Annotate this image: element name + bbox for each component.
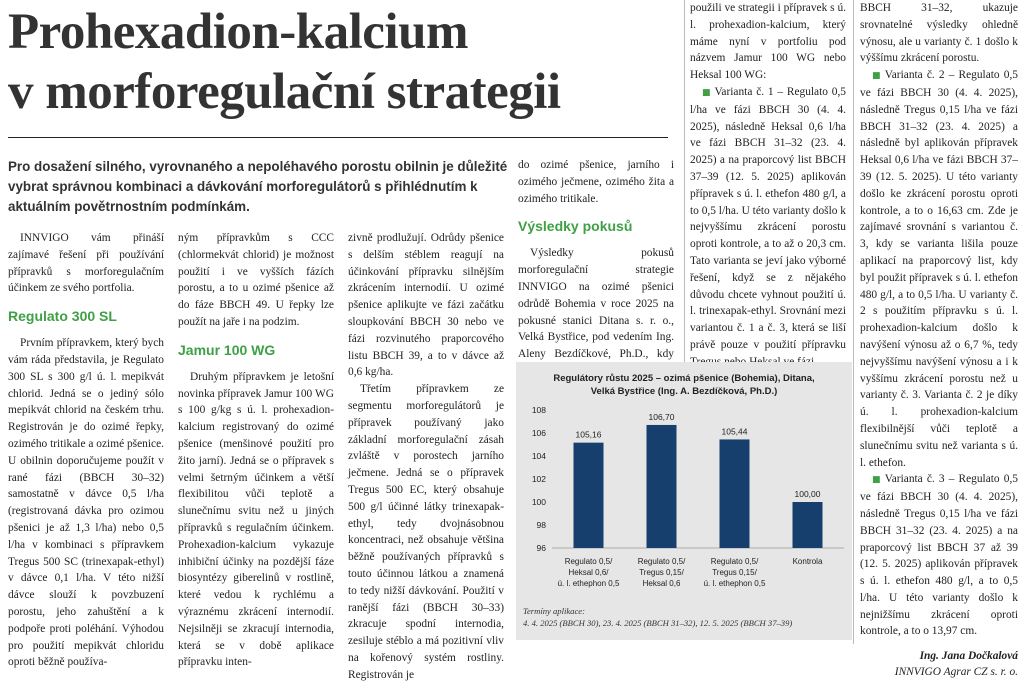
variant-2-item xyxy=(860,67,1018,471)
column-divider xyxy=(853,0,854,644)
lead-paragraph: Pro dosažení silného, vyrovnaného a nepoléhavého porostu obilnin je důležité vybrat správnou kombinaci a dávkování morforegulátorů s přihlédnutím k aktuálním povětrnostním podmínkám. xyxy=(8,159,508,214)
author-company: INNVIGO Agrar CZ s. r. o. xyxy=(894,666,1018,679)
section-heading-jamur: Jamur 100 WG xyxy=(178,341,276,358)
y-tick-label: 96 xyxy=(536,543,546,553)
x-category-label: Tregus 0,15/ xyxy=(712,568,757,577)
body-paragraph: ným přípravkům s CCC (chlormekvát chlorid) je možnost použití i ve vyšších fázích porostu, a to u ozimé pšenice až do fáze BBCH 49. U řepky lze použít na jaře i na podzim. xyxy=(178,232,334,328)
bar-chart xyxy=(516,362,852,602)
bullet-square-icon: ■ xyxy=(872,475,882,486)
bar xyxy=(647,425,677,548)
bar-value-label: 105,16 xyxy=(575,429,602,440)
chart-title-line-2: Velká Bystřice (Ing. A. Bezdíčková, Ph.D.) xyxy=(590,386,778,397)
signature xyxy=(860,648,1018,680)
y-tick-label: 106 xyxy=(531,428,546,438)
section-heading-regulato: Regulato 300 SL xyxy=(8,308,117,325)
bullet-square-icon: ■ xyxy=(872,71,882,82)
x-category-label: Heksal 0,6/ xyxy=(568,568,609,577)
variant-1-item xyxy=(690,84,846,371)
y-tick-label: 102 xyxy=(531,474,546,484)
column-divider xyxy=(684,0,685,362)
author-name: Ing. Jana Dočkalová xyxy=(919,650,1018,663)
chart-note-text: 4. 4. 2025 (BBCH 30), 23. 4. 2025 (BBCH 31–32), 12. 5. 2025 (BBCH 37–39) xyxy=(523,618,793,628)
chart-panel xyxy=(516,362,852,640)
chart-note xyxy=(523,605,849,629)
variant-2-text: Varianta č. 2 – Regulato 0,5 ve fázi BBCH 30 (4. 4. 2025), následně Tregus 0,15 l/ha ve fázi BBCH 31–32 (23. 4. 2025) a následně byl aplikován přípravek Heksal 0,6 l/ha ve fázi BBCH 37–39 (12. 5. 2025). U této varianty došlo ke zkrácení porostu oproti kontrole, a to o 16,63 cm. Zde je zajímavé srovnání s variantou č. 3, kdy se varianta lišila pouze aplikací na praporcový list, kdy byl použit přípravek s ú. l. ethefon 480 g/l, a to 0,5 l/ha. U varianty č. 2 s použitím přípravku s ú. l. prohexadion-kalcium došlo k navýšení výnosu až o 6,7 %, tedy nejvyššímu navýšení výnosu a i k vyššímu zkrácení porostu než u varianty č. 3. Varianta č. 2 je díky ú. l. prohexadion-kalcium flexibilnější vůči teplotě a slunečnímu svitu než varianta s ú. l. ethefon. xyxy=(860,69,1018,469)
bar xyxy=(574,443,604,548)
x-category-label: Tregus 0,15/ xyxy=(639,568,684,577)
y-tick-label: 100 xyxy=(531,497,546,507)
bar-value-label: 106,70 xyxy=(648,411,675,422)
jamur-paragraph: Druhým přípravkem je letošní novinka přípravek Jamur 100 WG s 100 g/kg s ú. l. prohexadion-kalcium registrovaný do ozimé pšenice (menšinové použití pro žito jarní). Jedná se o přípravek s velmi šetrným účinkem a větší flexibilitou vůči teplotě a slunečnímu svitu než u jiných přípravků s regulačním účinkem. Prohexadion-kalcium vykazuje inhibiční účinky na pozdější fáze biosyntézy giberelinů v rostlině, které vedou k rychlému a výraznému zkrácení internodií. Nejsilněji se zkracují internodia, která se v době aplikace přípravku inten- xyxy=(178,370,334,669)
body-paragraph: použili ve strategii i přípravek s ú. l. prohexadion-kalcium, který máme nyní v portfoliu pod názvem Jamur 100 WG nebo Heksal 100 WG: xyxy=(690,2,846,82)
intro-paragraph: INNVIGO vám přináší zajímavé řešení při používání přípravků s morforegulačním účinkem ze svého portfolia. xyxy=(8,232,164,295)
bar xyxy=(720,439,750,548)
bar-value-label: 105,44 xyxy=(721,426,748,437)
x-category-label: Heksal 0,6 xyxy=(642,579,681,588)
variant-1-text: Varianta č. 1 – Regulato 0,5 l/ha ve fázi BBCH 30 (4. 4. 2025), následně Heksal 0,6 l/ha ve fázi BBCH 31–32 (23. 4. 2025) a na praporcový list BBCH 37–39 (12. 5. 2025) aplikován přípravek s ú. l. ethefon 480 g/l, a to 0,5 l/ha. U této varianty došlo k nejvyššímu zkrácení porostu oproti kontrole, a to až o 20,3 cm. Tato varianta se jeví jako výborné řešení, když se z nějakého důvodu chcete vyhnout použití ú. l. trinexapak-ethyl. Srovnání mezi variantou č. 1 a č. 3, která se liší právě pouze v použití přípravku xyxy=(690,85,846,351)
x-category-label: Regulato 0,5/ xyxy=(637,557,686,566)
title-line-2: v morforegulační strategii xyxy=(8,64,561,120)
y-tick-label: 108 xyxy=(531,405,546,415)
body-paragraph: do ozimé pšenice, jarního i ozimého ječmene, ozimého žita a ozimého tritikale. xyxy=(518,159,674,205)
bullet-square-icon: ■ xyxy=(702,87,712,98)
column-1 xyxy=(8,230,164,669)
article-title xyxy=(8,2,668,122)
column-2 xyxy=(178,230,334,669)
x-category-label: ú. l. ethephon 0,5 xyxy=(703,579,766,588)
variant-3-text: Varianta č. 3 – Regulato 0,5 ve fázi BBCH 30 (4. 4. 2025), následně Tregus 0,15 l/ha ve fázi BBCH 31–32 (23. 4. 2025) a na praporcový list BBCH 37 až 39 (12. 5. 2025) aplikován přípravek s ú. l. ethefon 480 g/l, a to 0,5 l/ha. U této varianty došlo k nejnižšímu zkrácení oproti kontrole, a to o 13,97 cm. xyxy=(860,473,1018,638)
column-4 xyxy=(518,157,674,361)
bar-value-label: 100,00 xyxy=(794,489,821,499)
title-divider xyxy=(8,137,668,138)
y-tick-label: 98 xyxy=(536,520,546,530)
column-3 xyxy=(348,230,504,681)
chart-note-label: Termíny aplikace: xyxy=(523,606,585,616)
x-category-label: Regulato 0,5/ xyxy=(710,557,759,566)
column-6 xyxy=(860,0,1018,679)
bar xyxy=(793,502,823,548)
section-heading-results: Výsledky pokusů xyxy=(518,218,633,235)
regulato-paragraph: Prvním přípravkem, který bych vám ráda představila, je Regulato 300 SL s 300 g/l ú. l. mepikvát chlorid. Jedná se o jediný sólo mepikvát chlorid na českém trhu. Registrován je do ozimé řepky, ozimého tritikale a ozimé pšenice. U obilnin doporučujeme použít v rané fázi (BBCH 30–32) samostatně v dávce 0,5 l/ha (registrovaná dávka pro ozimou pšenici je až 1,3 l/ha) nebo 0,5 l/ha v kombinaci s přípravkem Tregus 500 SC (trinexapak-ethyl) v dávce 0,1 l/ha. V této nižší dávce slouží k povzbuzení porostu, jeho zahuštění a k podpoře proti poléhání. Výhodou pro použití mepikvát chloridu oproti běžně používa- xyxy=(8,337,164,669)
body-paragraph: zivně prodlužují. Odrůdy pšenice s delším stéblem reagují na účinkování přípravku silnějším zkrácením internodií. U ozimé pšenice aplikujte ve fázi začátku sloupkování BBCH 30 nebo ve fázi rozvinutého praporcového listu BBCH 39, a to v dávce až 0,6 kg/ha. xyxy=(348,232,504,379)
variant-3-item xyxy=(860,471,1018,640)
x-category-label: Kontrola xyxy=(792,557,823,566)
column-5 xyxy=(690,0,846,362)
chart-title-line-1: Regulátory růstu 2025 – ozimá pšenice (Bohemia), Ditana, xyxy=(553,373,815,384)
title-line-1: Prohexadion-kalcium xyxy=(8,4,468,60)
x-category-label: Regulato 0,5/ xyxy=(564,557,613,566)
y-tick-label: 104 xyxy=(531,451,546,461)
x-category-label: ú. l. ethephon 0,5 xyxy=(557,579,620,588)
tregus-paragraph: Třetím přípravkem ze segmentu morforegulátorů je přípravek používaný jako základní morforegulační zásah zvláště v porostech jarního ječmene. Jedná se o přípravek Tregus 500 EC, který obsahuje 500 g/l účinné látky trinexapak-ethyl, tedy dvojnásobnou koncentraci, než obsahuje většina běžně používaných přípravků s touto účinnou látkou a znamená to tedy nižší dávkování. Použití v ranější fázi (BBCH 30–33) zkracuje spodní internodia, zesiluje stéblo a má pozitivní vliv na kořenový systém rostliny. Registrován je xyxy=(348,383,504,681)
results-paragraph: Výsledky pokusů morforegulační strategie INNVIGO na ozimé pšenici odrůdě Bohemia v roce 2025 na pokusné stanici Ditana s. r. o., Velká Bystřice, pod vedením Ing. Aleny Bezdíčkové, Ph.D., kdy xyxy=(518,247,674,361)
body-paragraph: BBCH 31–32, ukazuje srovnatelné výsledky ohledně výnosu, ale u varianty č. 1 došlo k výššímu zkrácení porostu. xyxy=(860,2,1018,65)
